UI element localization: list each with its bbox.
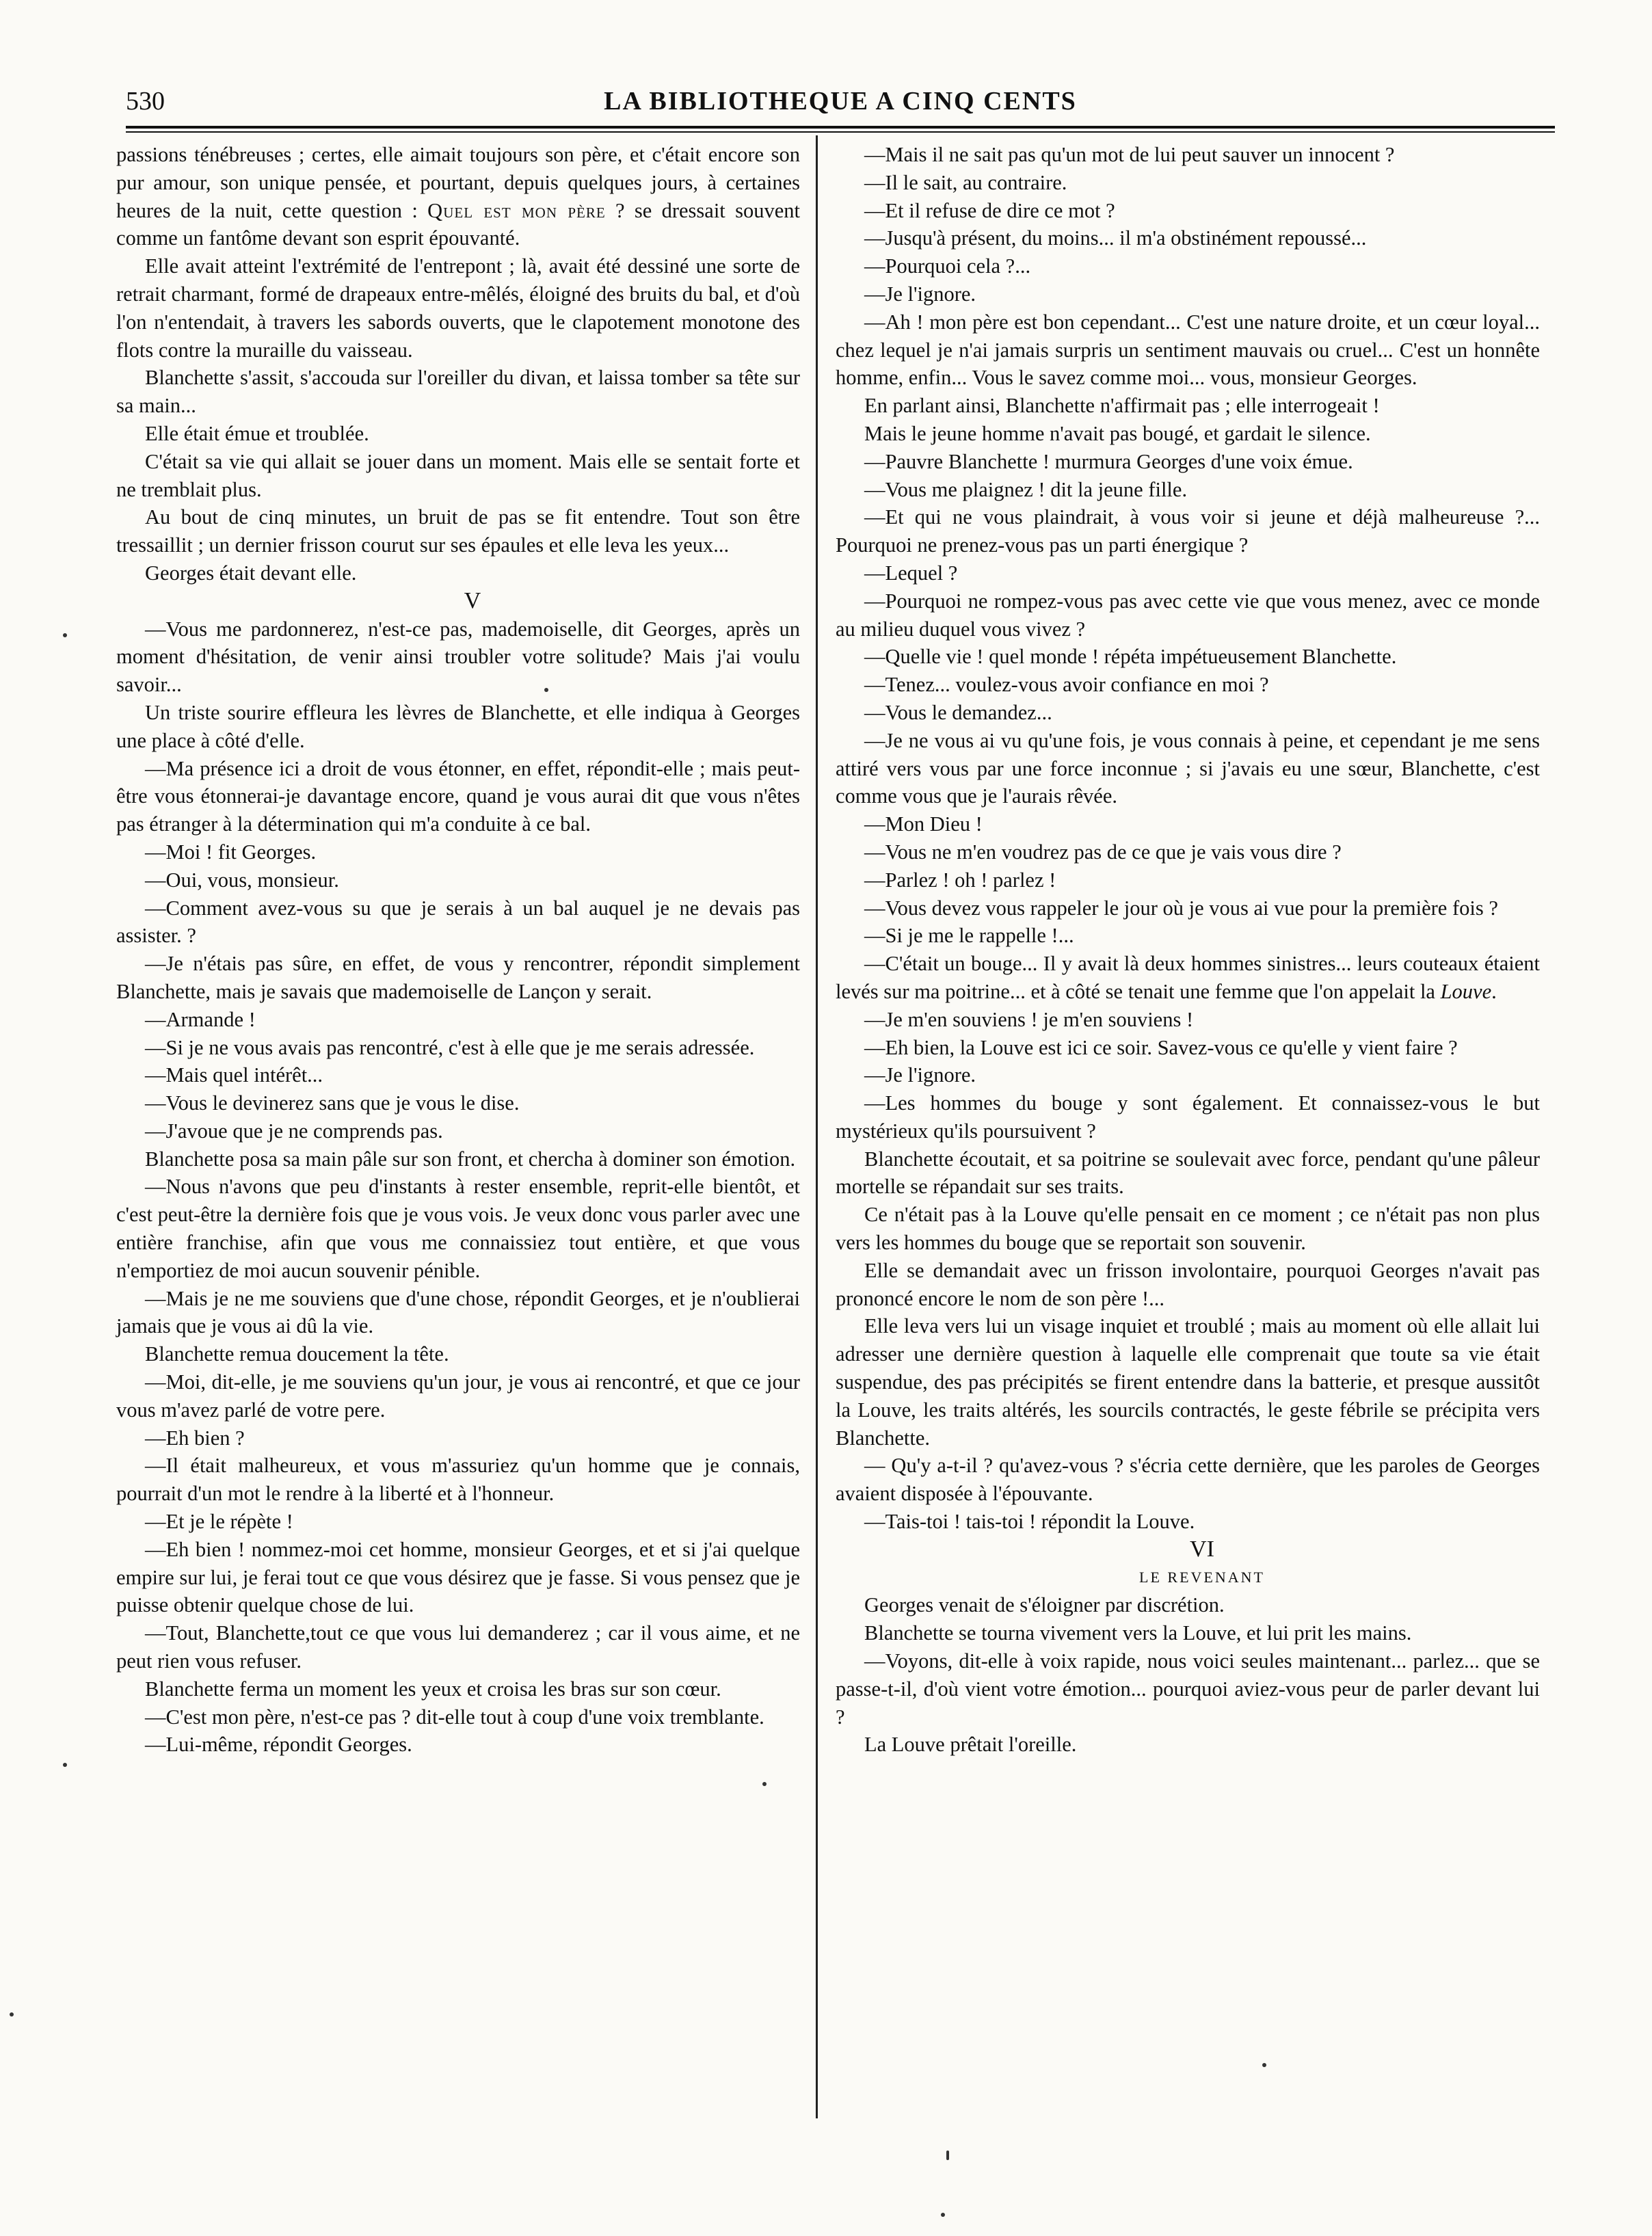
paragraph: — Qu'y a-t-il ? qu'avez-vous ? s'écria cette dernière, que les paroles de Georges avaient disposée à l'épouvante. — [836, 1454, 1540, 1506]
paragraph: —Et il refuse de dire ce mot ? — [864, 198, 1115, 222]
header-rule-thin — [126, 131, 1555, 133]
paragraph: Un triste sourire effleura les lèvres de Blanchette, et elle indiqua à Georges une place à côté d'elle. — [116, 700, 800, 752]
paragraph: —Vous me plaignez ! dit la jeune fille. — [864, 477, 1188, 501]
paragraph: —Je m'en souviens ! je m'en souviens ! — [864, 1007, 1194, 1031]
paragraph: —Eh bien ? — [145, 1426, 245, 1450]
right-column — [836, 141, 1540, 1759]
print-speck — [10, 2012, 14, 2017]
paragraph: Ce n'était pas à la Louve qu'elle pensait en ce moment ; ce n'était pas non plus vers les hommes du bouge que se reportait son souvenir. — [836, 1203, 1540, 1255]
paragraph: Elle était émue et troublée. — [145, 421, 369, 445]
paragraph: —Lui-même, répondit Georges. — [145, 1733, 412, 1757]
paragraph: Mais le jeune homme n'avait pas bougé, et gardait le silence. — [864, 421, 1371, 445]
paragraph: —Lequel ? — [864, 561, 958, 585]
paragraph: —Pourquoi ne rompez-vous pas avec cette vie que vous menez, avec ce monde au milieu duquel vous vivez ? — [836, 589, 1540, 641]
column-divider — [816, 135, 818, 2118]
paragraph: —Il le sait, au contraire. — [864, 170, 1067, 194]
print-speck — [762, 1782, 767, 1786]
paragraph: —C'était un bouge... Il y avait là deux hommes sinistres... leurs couteaux étaient levés sur ma poitrine... et à côté se tenait une femme que l'on appelait la Louve. — [836, 952, 1540, 1003]
paragraph: —Il était malheureux, et vous m'assuriez qu'un homme que je connais, pourrait d'un mot le rendre à la liberté et à l'honneur. — [116, 1454, 800, 1506]
paragraph: —Les hommes du bouge y sont également. Et connaissez-vous le but mystérieux qu'ils poursuivent ? — [836, 1091, 1540, 1143]
paragraph: —J'avoue que je ne comprends pas. — [145, 1119, 443, 1143]
paragraph: —Mon Dieu ! — [864, 812, 983, 836]
paragraph: —Vous devez vous rappeler le jour où je vous ai vue pour la première fois ? — [864, 896, 1498, 920]
section-subtitle: LE REVENANT — [1139, 1568, 1265, 1586]
paragraph: Blanchette écoutait, et sa poitrine se soulevait avec force, pendant qu'une pâleur mortelle se répandait sur ses traits. — [836, 1147, 1540, 1199]
small-caps-question: Quel est mon père — [427, 198, 606, 222]
paragraph: —Tout, Blanchette,tout ce que vous lui demanderez ; car il vous aime, et ne peut rien vous refuser. — [116, 1621, 800, 1673]
paragraph: Georges était devant elle. — [145, 561, 357, 585]
paragraph: —Pourquoi cela ?... — [864, 254, 1031, 278]
paragraph: —Jusqu'à présent, du moins... il m'a obstinément repoussé... — [864, 226, 1367, 250]
paragraph: —Vous le demandez... — [864, 700, 1052, 724]
page-header — [126, 81, 1555, 122]
paragraph: C'était sa vie qui allait se jouer dans un moment. Mais elle se sentait forte et ne tremblait plus. — [116, 449, 800, 501]
paragraph: Georges venait de s'éloigner par discrétion. — [864, 1593, 1225, 1617]
print-speck — [941, 2213, 945, 2217]
paragraph: —Tais-toi ! tais-toi ! répondit la Louve. — [864, 1510, 1195, 1534]
print-speck — [63, 633, 67, 637]
paragraph: Blanchette remua doucement la tête. — [145, 1342, 449, 1366]
paragraph: —Si je ne vous avais pas rencontré, c'est à elle que je me serais adressée. — [145, 1035, 755, 1059]
paragraph: —Je l'ignore. — [864, 1063, 976, 1087]
section-heading-vi: VI — [1190, 1536, 1214, 1562]
paragraph: —Je l'ignore. — [864, 282, 976, 306]
paragraph: —Moi, dit-elle, je me souviens qu'un jour, je vous ai rencontré, et que ce jour vous m'avez parlé de votre pere. — [116, 1370, 800, 1422]
paragraph: En parlant ainsi, Blanchette n'affirmait pas ; elle interrogeait ! — [864, 394, 1380, 418]
paragraph: —Et qui ne vous plaindrait, à vous voir si jeune et déjà malheureuse ?... Pourquoi ne prenez-vous pas un parti énergique ? — [836, 505, 1540, 557]
print-speck — [63, 1763, 67, 1767]
paragraph: Blanchette se tourna vivement vers la Louve, et lui prit les mains. — [864, 1621, 1412, 1645]
paragraph: —Quelle vie ! quel monde ! répéta impétueusement Blanchette. — [864, 645, 1397, 669]
paragraph: Blanchette posa sa main pâle sur son front, et chercha à dominer son émotion. — [145, 1147, 796, 1171]
paragraph: —Comment avez-vous su que je serais à un bal auquel je ne devais pas assister. ? — [116, 896, 800, 948]
section-heading-v: V — [464, 587, 481, 613]
paragraph: Blanchette ferma un moment les yeux et croisa les bras sur son cœur. — [145, 1677, 721, 1701]
paragraph: La Louve prêtait l'oreille. — [864, 1733, 1077, 1757]
paragraph: —Moi ! fit Georges. — [145, 840, 317, 864]
page-number: 530 — [126, 87, 165, 116]
italic-louve: Louve — [1440, 979, 1492, 1003]
paragraph: —Voyons, dit-elle à voix rapide, nous voici seules maintenant... parlez... que se passe-t-il, d'où vient votre émotion... pourquoi aviez-vous peur de parler devant lui ? — [836, 1649, 1540, 1729]
paragraph: Elle se demandait avec un frisson involontaire, pourquoi Georges n'avait pas prononcé encore le nom de son père !... — [836, 1258, 1540, 1310]
paragraph: Elle leva vers lui un visage inquiet et troublé ; mais au moment où elle allait lui adresser une dernière question à laquelle elle comprenait que toute sa vie était suspendue, des pas précipités se firent entendre dans la batterie, et presque aussitôt la Louve, les traits altérés, les sourcils contractés, le geste fébrile se précipita vers Blanchette. — [836, 1314, 1540, 1450]
left-column — [116, 141, 800, 1759]
paragraph: —Je n'étais pas sûre, en effet, de vous y rencontrer, répondit simplement Blanchette, mais je savais que mademoiselle de Lançon y serait. — [116, 952, 800, 1003]
print-speck — [544, 688, 548, 692]
paragraph: Au bout de cinq minutes, un bruit de pas se fit entendre. Tout son être tressaillit ; un dernier frisson courut sur ses épaules et elle leva les yeux... — [116, 505, 800, 557]
paragraph: Blanchette s'assit, s'accouda sur l'oreiller du divan, et laissa tomber sa tête sur sa main... — [116, 366, 800, 418]
paragraph: —Eh bien ! nommez-moi cet homme, monsieur Georges, et et si j'ai quelque empire sur lui, je ferai tout ce que vous désirez que je fasse. Si vous pensez que je puisse obtenir quelque chose de lui. — [116, 1537, 800, 1617]
paragraph: —Si je me le rappelle !... — [864, 924, 1074, 948]
paragraph: —Vous le devinerez sans que je vous le dise. — [145, 1091, 520, 1115]
paragraph: —Mais il ne sait pas qu'un mot de lui peut sauver un innocent ? — [864, 143, 1395, 166]
paragraph: —Je ne vous ai vu qu'une fois, je vous connais à peine, et cependant je me sens attiré vers vous par une force inconnue ; si j'avais eu une sœur, Blanchette, c'est comme vous que je l'aurais rêvée. — [836, 728, 1540, 808]
header-rule — [126, 126, 1555, 129]
print-speck — [946, 2151, 949, 2160]
paragraph: —Armande ! — [145, 1007, 256, 1031]
paragraph: —Mais quel intérêt... — [145, 1063, 323, 1087]
running-title: LA BIBLIOTHEQUE A CINQ CENTS — [604, 87, 1077, 116]
paragraph: —C'est mon père, n'est-ce pas ? dit-elle tout à coup d'une voix tremblante. — [145, 1705, 764, 1729]
paragraph: —Vous ne m'en voudrez pas de ce que je vais vous dire ? — [864, 840, 1342, 864]
paragraph: Elle avait atteint l'extrémité de l'entrepont ; là, avait été dessiné une sorte de retrait charmant, formé de drapeaux entre-mêlés, éloigné des bruits du bal, et d'où l'on n'entendait, à travers les sabords ouverts, que le clapotement monotone des flots contre la muraille du vaisseau. — [116, 254, 800, 362]
paragraph: —Et je le répète ! — [145, 1510, 293, 1534]
paragraph: —Nous n'avons que peu d'instants à rester ensemble, reprit-elle bientôt, et c'est peut-être la dernière fois que je vous vois. Je veux donc vous parler avec une entière franchise, afin que vous me connaissiez tout entière, et que vous n'emportiez de moi aucun souvenir pénible. — [116, 1175, 800, 1282]
paragraph: —Eh bien, la Louve est ici ce soir. Savez-vous ce qu'elle y vient faire ? — [864, 1035, 1458, 1059]
paragraph: —Oui, vous, monsieur. — [145, 868, 339, 892]
paragraph: —Vous me pardonnerez, n'est-ce pas, mademoiselle, dit Georges, après un moment d'hésitation, de venir ainsi troubler votre solitude? Mais j'ai voulu savoir... — [116, 617, 800, 697]
paragraph: —Mais je ne me souviens que d'une chose, répondit Georges, et je n'oublierai jamais que je vous ai dû la vie. — [116, 1286, 800, 1338]
print-speck — [1262, 2063, 1266, 2067]
paragraph: —Pauvre Blanchette ! murmura Georges d'une voix émue. — [864, 449, 1353, 473]
paragraph: —Ah ! mon père est bon cependant... C'est une nature droite, et un cœur loyal... chez lequel je n'ai jamais surpris un sentiment mauvais ou cruel... C'est un honnête homme, enfin... Vous le savez comme moi... vous, monsieur Georges. — [836, 310, 1540, 390]
paragraph: —Ma présence ici a droit de vous étonner, en effet, répondit-elle ; mais peut-être vous étonnerai-je davantage encore, quand je vous aurai dit que vous n'êtes pas étranger à la détermination qui m'a conduite à ce bal. — [116, 756, 800, 836]
paragraph: —Tenez... voulez-vous avoir confiance en moi ? — [864, 673, 1269, 697]
paragraph: passions ténébreuses ; certes, elle aimait toujours son père, et c'était encore son pur amour, son unique pensée, et pourtant, depuis quelques jours, à certaines heures de la nuit, cette question : Quel est mon père ? se dressait souvent comme un fantôme devant son esprit épouvanté. — [116, 143, 800, 250]
paragraph: —Parlez ! oh ! parlez ! — [864, 868, 1056, 892]
